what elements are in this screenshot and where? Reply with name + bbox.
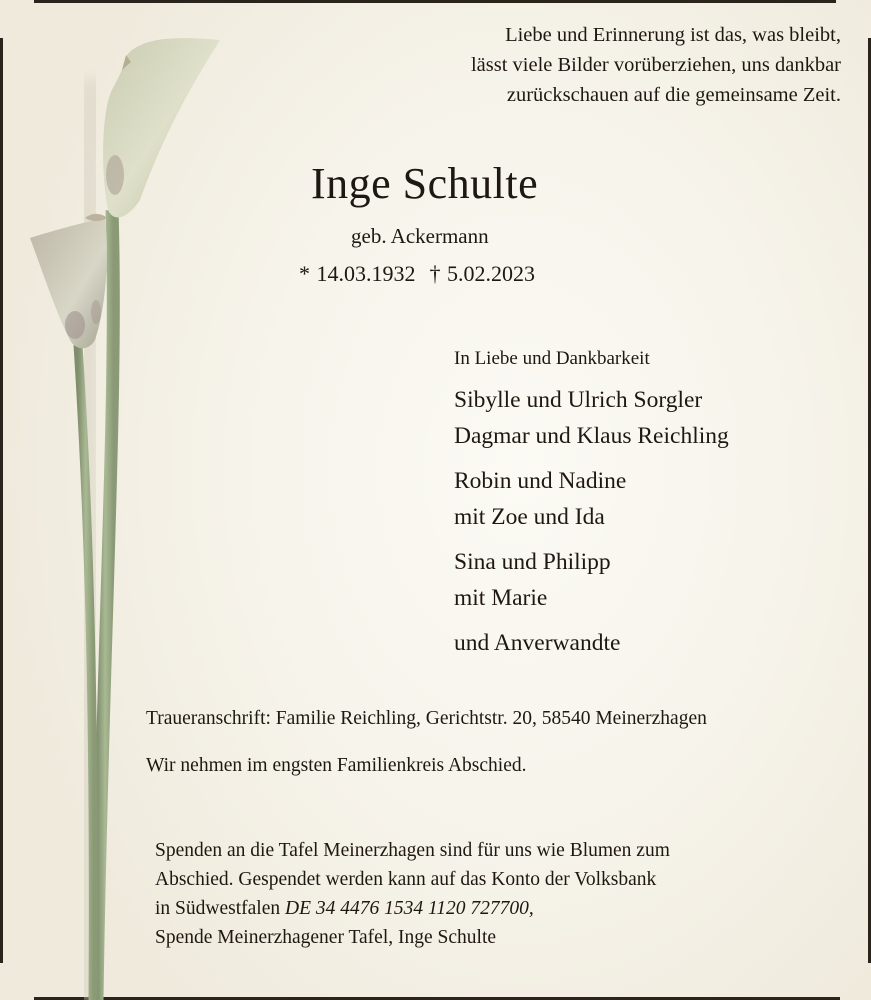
donation-line: Spenden an die Tafel Meinerzhagen sind für uns wie Blumen zum [155,840,670,861]
donation-line [155,894,670,923]
mourner-line: mit Marie [454,585,548,611]
farewell-note: Wir nehmen im engsten Familienkreis Abschied. [146,755,527,776]
quote-line: Liebe und Erinnerung ist das, was bleibt, [505,24,841,46]
quote-line: zurückschauen auf die gemeinsame Zeit. [506,84,841,106]
memorial-quote [471,20,841,110]
mourners-list [454,346,729,670]
mourner-line: Sibylle und Ulrich Sorgler [454,387,703,413]
death-date: † 5.02.2023 [429,261,535,286]
donation-note [155,836,670,952]
mourner-line: Robin und Nadine [454,468,627,494]
mourner-group [454,382,729,454]
life-dates [299,261,535,287]
mourner-line: Dagmar und Klaus Reichling [454,423,729,449]
mourner-line: mit Zoe und Ida [454,504,605,530]
deceased-name: Inge Schulte [311,159,539,208]
mourner-group [454,625,729,661]
mourner-group [454,544,729,616]
mourner-line: Sina und Philipp [454,549,611,575]
iban: DE 34 4476 1534 1120 727700, [284,898,534,919]
quote-line: lässt viele Bilder vorüberziehen, uns dankbar [470,54,841,76]
mourner-line: und Anverwandte [454,630,621,656]
donation-line: Spende Meinerzhagener Tafel, Inge Schulte [155,927,497,948]
birth-name: geb. Ackermann [351,224,489,248]
mourner-group [454,463,729,535]
mourning-address: Traueranschrift: Familie Reichling, Gerichtstr. 20, 58540 Meinerzhagen [146,708,707,729]
mourners-intro: In Liebe und Dankbarkeit [454,348,650,369]
donation-bank-text: in Südwestfalen [155,898,285,919]
birth-date: * 14.03.1932 [299,261,416,286]
donation-line: Abschied. Gespendet werden kann auf das Konto der Volksbank [155,869,657,890]
